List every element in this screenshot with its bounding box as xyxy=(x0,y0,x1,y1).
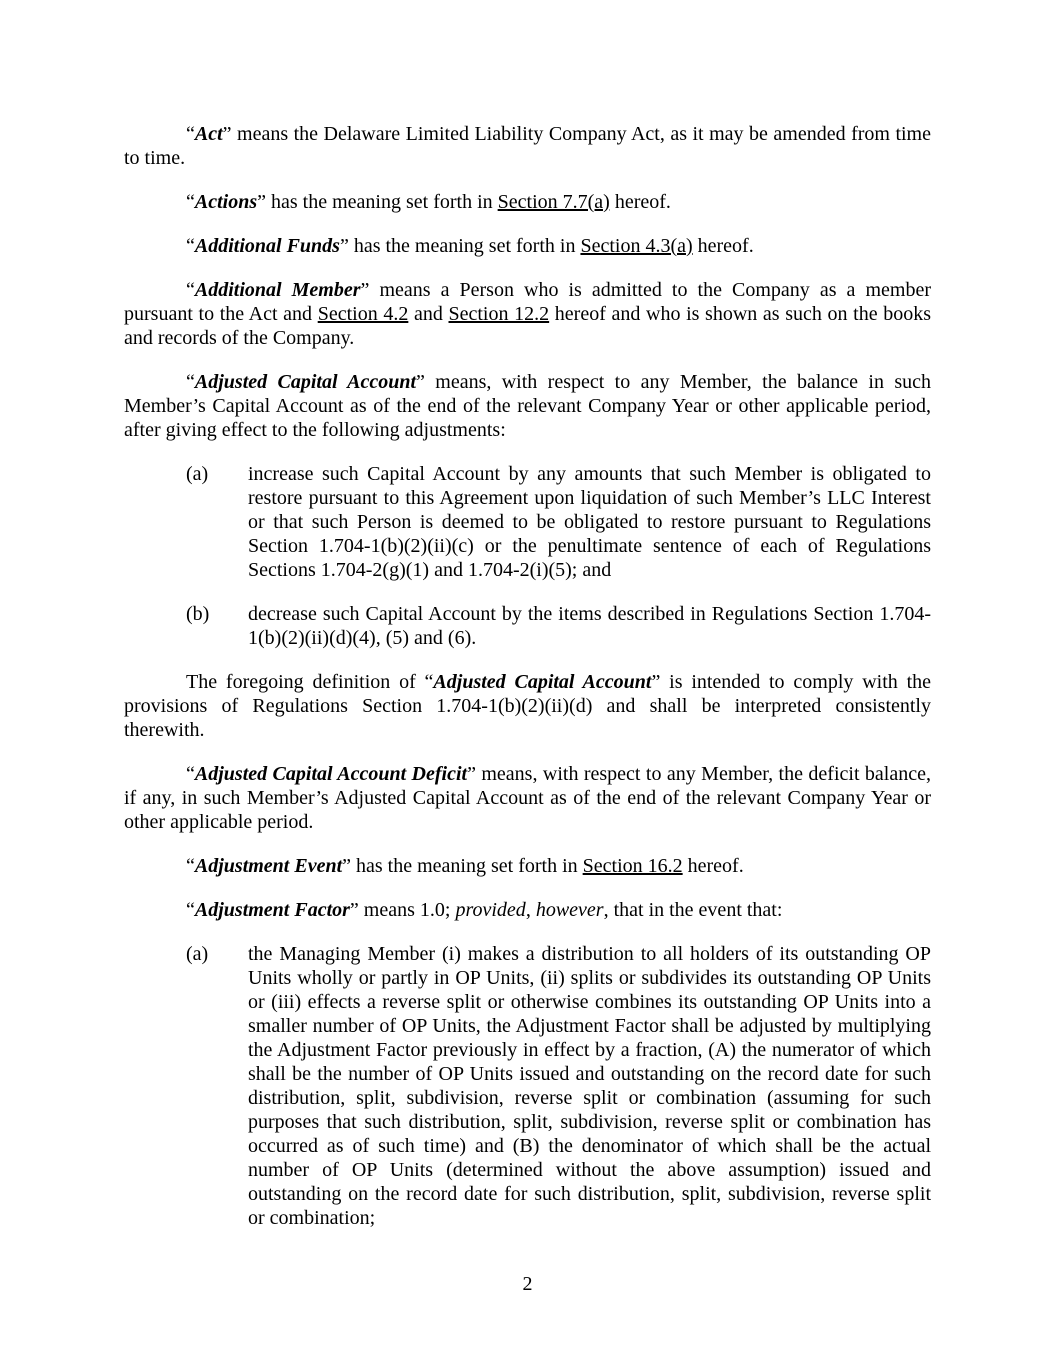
definition-adjustment-factor xyxy=(124,898,931,922)
paragraph-foregoing-definition xyxy=(124,670,931,742)
text-run: “ xyxy=(186,855,195,877)
defined-term: Adjusted Capital Account xyxy=(194,371,417,393)
text-run: , that in the event that: xyxy=(603,899,783,921)
text-run: hereof. xyxy=(609,191,671,213)
text-run: hereof. xyxy=(682,855,744,877)
defined-term: Adjustment Event xyxy=(194,855,343,877)
clause-b-adjusted-capital-account xyxy=(186,602,931,650)
text-run: ” is intended to comply with the provisions of Regulations Section 1.704-1(b)(2)(ii)(d) and shall be interpreted consistently therewith. xyxy=(124,671,931,741)
text-run: , xyxy=(525,899,536,921)
document-body xyxy=(124,122,931,1230)
definition-adjusted-capital-account-deficit xyxy=(124,762,931,834)
definition-additional-funds xyxy=(124,234,931,258)
definition-additional-member xyxy=(124,278,931,350)
section-reference: Section 4.3(a) xyxy=(580,235,693,257)
defined-term: Adjusted Capital Account xyxy=(433,671,652,693)
section-reference: Section 16.2 xyxy=(582,855,683,877)
text-run: “ xyxy=(186,763,195,785)
text-run: ” means, with respect to any Member, the balance in such Member’s Capital Account as of the end of the relevant Company Year or other applicable period, after giving effect to the following adjustments: xyxy=(124,371,931,441)
emphasis: however xyxy=(535,899,604,921)
defined-term: Adjusted Capital Account Deficit xyxy=(194,763,468,785)
text-run: “ xyxy=(186,371,195,393)
emphasis: provided xyxy=(455,899,526,921)
text-run: the Managing Member (i) makes a distribution to all holders of its outstanding OP Units wholly or partly in OP Units, (ii) splits or subdivides its outstanding OP Units or (iii) effects a reverse split or otherwise combines its outstanding OP Units into a smaller number of OP Units, the Adjustment Factor shall be adjusted by multiplying the Adjustment Factor previously in effect by a fraction, (A) the numerator of which shall be the number of OP Units issued and outstanding on the record date for such distribution, split, subdivision, reverse split or combination (assuming for such purposes that such distribution, split, subdivision, reverse split or combination has occurred as of such time) and (B) the denominator of which shall be the actual number of OP Units (determined without the above assumption) issued and outstanding on the record date for such distribution, split, subdivision, reverse split or combination; xyxy=(248,943,931,1229)
text-run: “ xyxy=(186,899,195,921)
clause-marker: (a) xyxy=(186,943,209,965)
text-run: ” has the meaning set forth in xyxy=(342,855,583,877)
defined-term: Additional Member xyxy=(194,279,361,301)
page-number: 2 xyxy=(522,1273,533,1295)
text-run: hereof. xyxy=(692,235,754,257)
text-run: ” means, with respect to any Member, the deficit balance, if any, in such Member’s Adjusted Capital Account as of the end of the relevant Company Year or other applicable period. xyxy=(124,763,931,833)
definition-adjustment-event xyxy=(124,854,931,878)
text-run: ” means a Person who is admitted to the Company as a member pursuant to the Act and xyxy=(124,279,931,325)
text-run: “ xyxy=(186,123,195,145)
text-run: increase such Capital Account by any amounts that such Member is obligated to restore pursuant to this Agreement upon liquidation of such Member’s LLC Interest or that such Person is deemed to be obligated to restore pursuant to Regulations Section 1.704-1(b)(2)(ii)(c) or the penultimate sentence of each of Regulations Sections 1.704-2(g)(1) and 1.704-2(i)(5); and xyxy=(248,463,931,581)
section-reference: Section 4.2 xyxy=(317,303,409,325)
clause-text xyxy=(248,463,931,581)
text-run: decrease such Capital Account by the items described in Regulations Section 1.704-1(b)(2)(ii)(d)(4), (5) and (6). xyxy=(248,603,931,649)
text-run: ” has the meaning set forth in xyxy=(339,235,581,257)
clause-marker: (b) xyxy=(186,603,210,625)
defined-term: Adjustment Factor xyxy=(194,899,350,921)
clause-text xyxy=(248,603,931,649)
text-run: “ xyxy=(186,279,195,301)
clause-text xyxy=(248,943,931,1229)
text-run: ” means the Delaware Limited Liability Company Act, as it may be amended from time to time. xyxy=(124,123,931,169)
defined-term: Actions xyxy=(194,191,258,213)
clause-marker: (a) xyxy=(186,463,209,485)
clause-a-adjusted-capital-account xyxy=(186,462,931,582)
section-reference: Section 7.7(a) xyxy=(497,191,610,213)
text-run: ” has the meaning set forth in xyxy=(257,191,498,213)
defined-term: Act xyxy=(194,123,223,145)
defined-term: Additional Funds xyxy=(194,235,340,257)
text-run: The foregoing definition of “ xyxy=(186,671,434,693)
text-run: “ xyxy=(186,235,195,257)
definition-act xyxy=(124,122,931,170)
text-run: and xyxy=(408,303,449,325)
text-run: hereof and who is shown as such on the books and records of the Company. xyxy=(124,303,931,349)
text-run: “ xyxy=(186,191,195,213)
clause-a-adjustment-factor xyxy=(186,942,931,1230)
definition-adjusted-capital-account xyxy=(124,370,931,442)
definition-actions xyxy=(124,190,931,214)
section-reference: Section 12.2 xyxy=(448,303,550,325)
text-run: ” means 1.0; xyxy=(349,899,456,921)
